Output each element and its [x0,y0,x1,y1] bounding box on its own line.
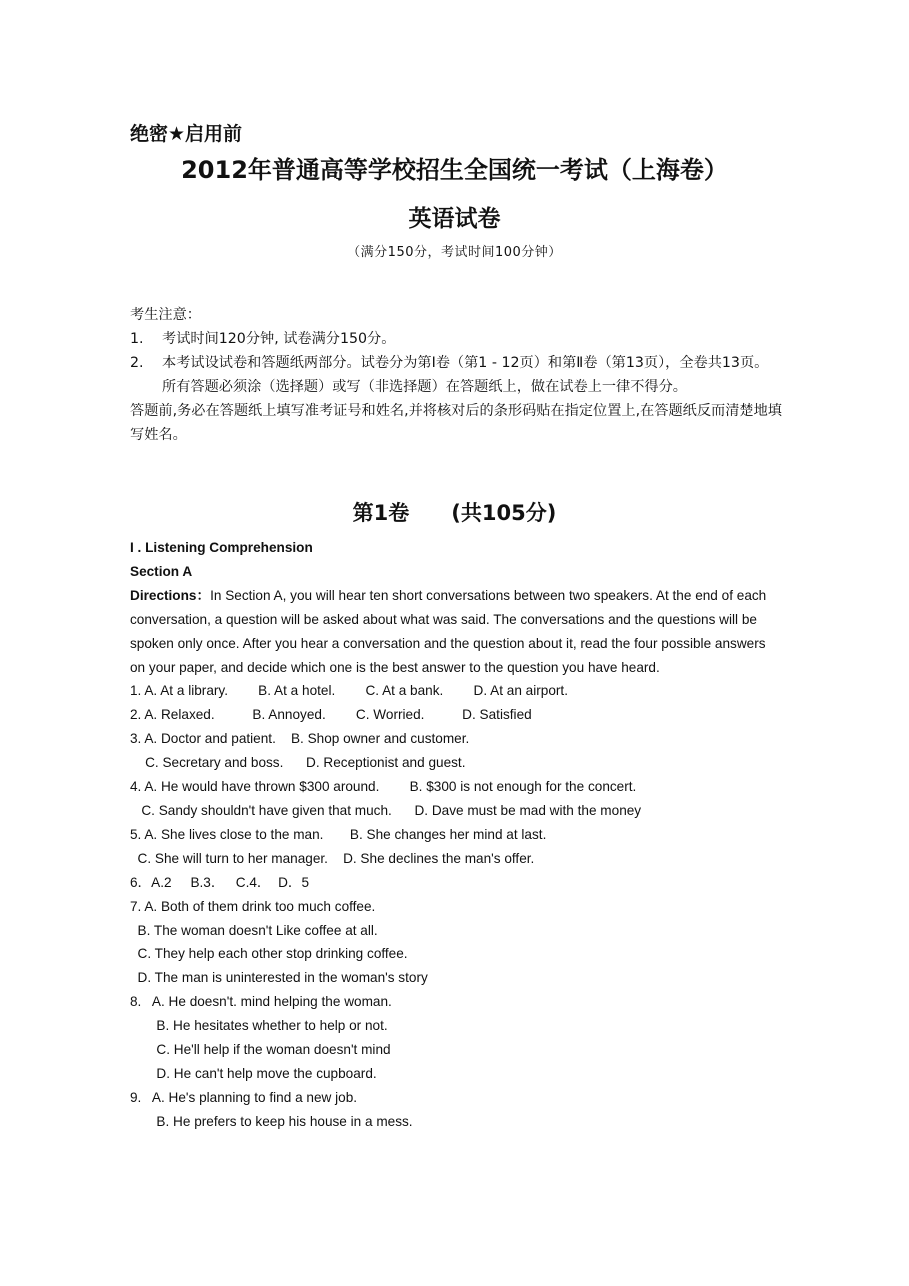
question-line: C. Sandy shouldn't have given that much. D. Dave must be mad with the money [130,802,642,818]
question-line: B. He prefers to keep his house in a mess. [130,1113,413,1129]
notes-item [130,327,782,351]
directions-text: In Section A, you will hear ten short conversations between two speakers. At the end of each conversation, a question will be asked about what was said. The conversations and the questions will be spoken only once. After you hear a conversation and the question about it, read the four possible answers on your paper, and decide which one is the best answer to the question you have heard. [130,587,767,675]
listening-heading: I . Listening Comprehension [130,540,313,555]
question-line: 8. A. He doesn't. mind helping the woman. [130,994,392,1010]
listening-section [130,536,780,1134]
question-line: C. They help each other stop drinking coffee. [130,946,408,962]
notes-item-text: 本考试设试卷和答题纸两部分。试卷分为第Ⅰ卷（第1 - 12页）和第Ⅱ卷（第13页），全卷共13页。所有答题必须涂（选择题）或写（非选择题）在答题纸上，做在试卷上一律不得分。 [162,355,769,395]
notes-item-number: 1. [130,331,144,347]
question-list [130,679,780,1133]
notes-footer: 答题前,务必在答题纸上填写准考证号和姓名,并将核对后的条形码贴在指定位置上,在答题纸反而清楚地填写姓名。 [130,403,782,443]
notes-item-text: 考试时间120分钟, 试卷满分150分。 [162,331,396,347]
question-line: 3. A. Doctor and patient. B. Shop owner and customer. [130,731,470,747]
question-line: D. He can't help move the cupboard. [130,1065,377,1081]
notes-item-number: 2. [130,355,144,371]
question-line: B. The woman doesn't Like coffee at all. [130,922,378,938]
directions [130,584,780,680]
question-line: 1. A. At a library. B. At a hotel. C. At a bank. D. At an airport. [130,683,568,699]
score-info: （满分150分，考试时间100分钟） [347,245,562,260]
candidate-notes [130,303,782,447]
exam-subtitle: 英语试卷 [408,206,501,232]
part-one-title: 第1卷 (共105分) [352,501,557,525]
question-line: 6．A.2 B.3． C.4． D．5 [130,874,310,890]
question-line: 5. A. She lives close to the man. B. She changes her mind at last. [130,826,547,842]
question-line: C. She will turn to her manager. D. She declines the man's offer. [130,850,535,866]
exam-title: 2012年普通高等学校招生全国统一考试（上海卷） [181,156,728,184]
question-line: 9. A. He's planning to find a new job. [130,1089,358,1105]
question-line: 2. A. Relaxed. B. Annoyed. C. Worried. D. Satisfied [130,707,532,723]
question-line: C. Secretary and boss. D. Receptionist and guest. [130,755,466,771]
section-a-heading: Section A [130,563,193,579]
question-line: 7. A. Both of them drink too much coffee. [130,898,376,914]
notes-item [130,351,782,399]
question-line: 4. A. He would have thrown $300 around. B. $300 is not enough for the concert. [130,779,637,795]
question-line: B. He hesitates whether to help or not. [130,1018,388,1034]
confidential-label: 绝密★启用前 [130,123,243,145]
question-line: C. He'll help if the woman doesn't mind [130,1042,391,1058]
directions-label: Directions： [130,587,211,603]
notes-heading: 考生注意： [130,307,201,323]
question-line: D. The man is uninterested in the woman's story [130,970,428,986]
